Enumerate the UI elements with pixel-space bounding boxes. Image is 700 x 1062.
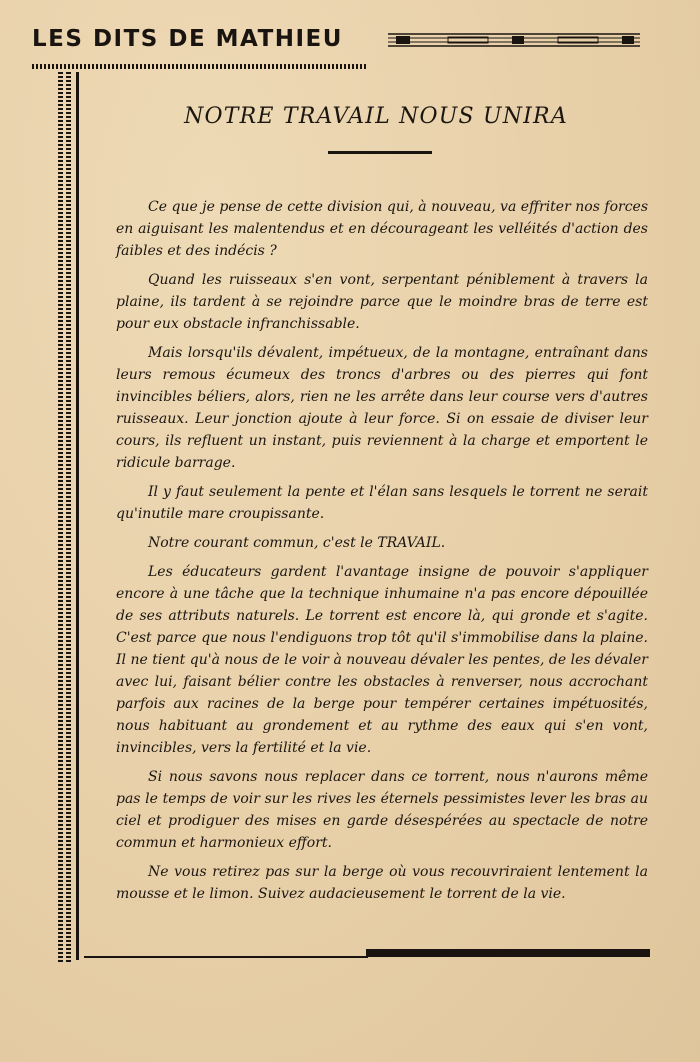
bottom-border-thick	[366, 949, 650, 957]
paragraph: Mais lorsqu'ils dévalent, impétueux, de la montagne, entraînant dans leurs remous écumeux des troncs d'arbres ou des pierres qui font invincibles béliers, alors, rien ne les arrête dans leur course vers d'autres ruisseaux. Leur jonction ajoute à leur force. Si on essaie de diviser leur cours, ils refluent un instant, puis reviennent à la charge et emportent le ridicule barrage.	[116, 345, 648, 471]
paragraph: Quand les ruisseaux s'en vont, serpentant péniblement à travers la plaine, ils tardent à se rejoindre parce que le moindre bras de terre est pour eux obstacle infranchissable.	[116, 272, 648, 332]
section-header-title: LES DITS DE MATHIEU	[32, 26, 343, 52]
title-rule	[328, 151, 432, 154]
paragraph: Notre courant commun, c'est le TRAVAIL.	[148, 535, 446, 551]
paragraph: Si nous savons nous replacer dans ce torrent, nous n'aurons même pas le temps de voir sur les rives les éternels pessimistes lever les bras au ciel et prodiguer des mises en garde désespérées au spectacle de notre commun et harmonieux effort.	[116, 769, 648, 851]
paragraph: Les éducateurs gardent l'avantage insigne de pouvoir s'appliquer encore à une tâche que la technique inhumaine n'a pas encore dépouillée de ses attributs naturels. Le torrent est encore là, qui gronde et s'agite. C'est parce que nous l'endiguons trop tôt qu'il s'immobilise dans la plaine. Il ne tient qu'à nous de le voir à nouveau dévaler les pentes, de les dévaler avec lui, faisant bélier contre les obstacles à renverser, nous accrochant parfois aux racines de la berge pour tempérer certaines impétuosités, nous habituant au grondement et au rythme des eaux qui s'en vont, invincibles, vers la fertilité et la vie.	[116, 564, 648, 756]
paragraph: Il y faut seulement la pente et l'élan sans lesquels le torrent ne serait qu'inutile mare croupissante.	[116, 484, 648, 522]
header-ornament	[388, 32, 640, 48]
paragraph: Ce que je pense de cette division qui, à nouveau, va effriter nos forces en aiguisant les malentendus et en décourageant les velléités d'action des faibles et des indécis ?	[116, 199, 648, 259]
bottom-border-thin	[84, 956, 368, 958]
left-solid-border	[76, 72, 79, 960]
left-dotted-border-inner	[66, 72, 71, 964]
article-title: NOTRE TRAVAIL NOUS UNIRA	[184, 104, 568, 129]
header-dotted-rule	[32, 64, 368, 69]
paragraph: Ne vous retirez pas sur la berge où vous recouvriraient lentement la mousse et le limon. Suivez audacieusement le torrent de la vie.	[116, 864, 648, 902]
left-dotted-border-outer	[58, 72, 63, 964]
article-body	[116, 196, 648, 912]
